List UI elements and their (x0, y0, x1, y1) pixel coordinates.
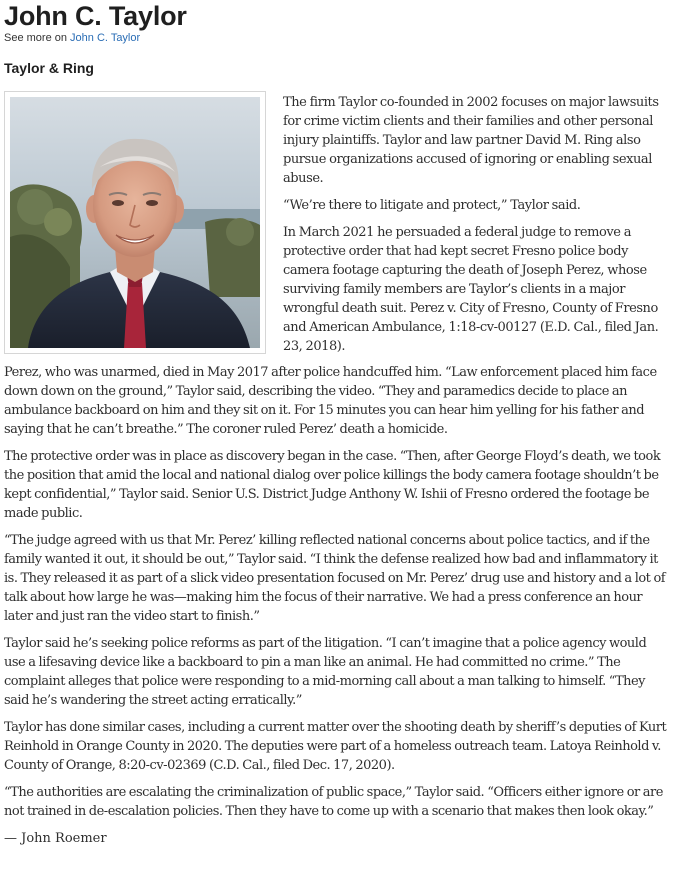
paragraph: “We’re there to litigate and protect,” Taylor said. (283, 198, 581, 213)
paragraph: Taylor has done similar cases, including a current matter over the shooting death by sheriff’s deputies of Kurt Reinhold in Orange County in 2020. The deputies were part of a homeless outreach team. Latoya Reinhold v. County of Orange, 8:20-cv-02369 (C.D. Cal., filed Dec. 17, 2020). (4, 720, 667, 773)
intro-text (283, 93, 668, 364)
see-more-line (4, 32, 670, 45)
portrait-photo-icon (10, 97, 260, 348)
portrait-frame (4, 91, 266, 354)
firm-name: Taylor & Ring (4, 60, 94, 76)
see-more-prefix: See more on (4, 32, 71, 44)
intro-block (4, 91, 670, 363)
page-title: John C. Taylor (4, 1, 187, 31)
paragraph: Perez, who was unarmed, died in May 2017 after police handcuffed him. “Law enforcement placed him face down down on the ground,” Taylor said, describing the video. “They and paramedics decide to place an ambulance backboard on him and they sit on it. For 15 minutes you can hear him yelling for his father and saying that he can’t breathe.” The coroner ruled Perez’ death a homicide. (4, 365, 657, 437)
profile-article (4, 0, 670, 848)
article-body (4, 363, 670, 848)
paragraph: “The judge agreed with us that Mr. Perez’ killing reflected national concerns about police tactics, and if the family wanted it out, it should be out,” Taylor said. “I think the defense realized how bad and inflammatory it is. They released it as part of a slick video presentation focused on Mr. Perez’ drug use and history and a lot of talk about how large he was—making him the focus of their narrative. We had a press conference an hour later and just ran the video start to finish.” (4, 533, 666, 624)
paragraph: The firm Taylor co-founded in 2002 focuses on major lawsuits for crime victim clients and their families and other personal injury plaintiffs. Taylor and law partner David M. Ring also pursue organizations accused of ignoring or enabling sexual abuse. (283, 95, 659, 186)
paragraph: Taylor said he’s seeking police reforms as part of the litigation. “I can’t imagine that a police agency would use a lifesaving device like a backboard to pin a man like an animal. He had committed no crime.” The complaint alleges that police were responding to a mid-morning call about a man talking to himself. “They said he’s wandering the street acting erratically.” (4, 636, 647, 708)
paragraph: “The authorities are escalating the criminalization of public space,” Taylor said. “Officers either ignore or are not trained in de-escalation policies. Then they have to come up with a scenario that makes then look okay.” (4, 785, 663, 819)
paragraph: In March 2021 he persuaded a federal judge to remove a protective order that had kept secret Fresno police body camera footage capturing the death of Joseph Perez, whose surviving family members are Taylor’s clients in a major wrongful death suit. Perez v. City of Fresno, County of Fresno and American Ambulance, 1:18-cv-00127 (E.D. Cal., filed Jan. 23, 2018). (283, 225, 659, 354)
byline: — John Roemer (4, 831, 107, 846)
paragraph: The protective order was in place as discovery began in the case. “Then, after George Floyd’s death, we took the position that amid the local and national dialog over police killings the body camera footage shouldn’t be kept confidential,” Taylor said. Senior U.S. District Judge Anthony W. Ishii of Fresno ordered the footage be made public. (4, 449, 661, 521)
see-more-link[interactable]: John C. Taylor (70, 32, 141, 44)
